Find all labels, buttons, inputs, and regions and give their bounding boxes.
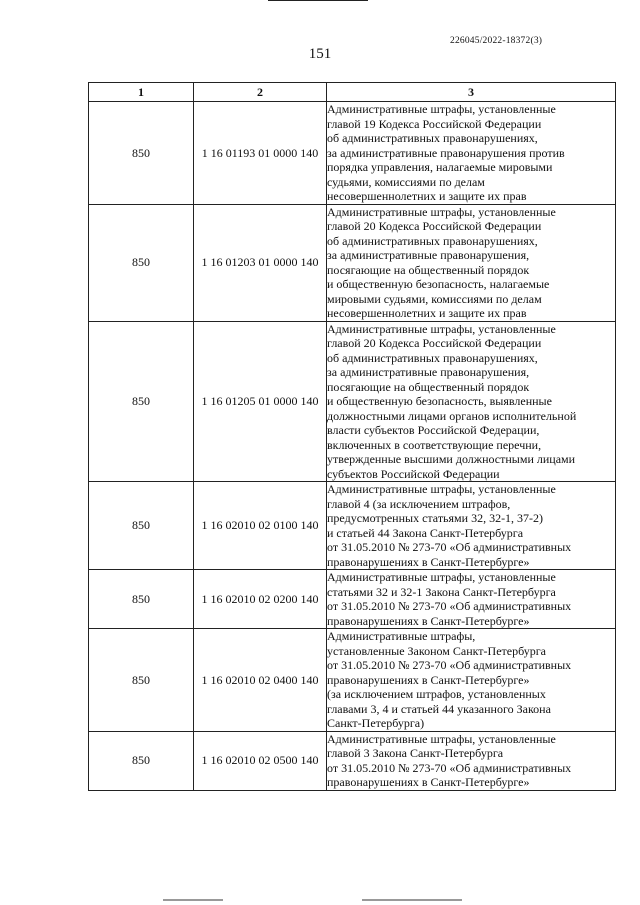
description-line: включенных в соответствующие перечни, bbox=[327, 437, 542, 452]
description-line: субъектов Российской Федерации bbox=[327, 466, 500, 481]
description-line: за административные правонарушения, bbox=[327, 248, 530, 262]
description-line: статьями 32 и 32-1 Закона Санкт-Петербурга bbox=[327, 584, 556, 599]
description-line: от 31.05.2010 № 273-70 «Об административных bbox=[327, 599, 572, 613]
description-line: Административные штрафы, установленные bbox=[327, 321, 556, 336]
description-line: и статьей 44 Закона Санкт-Петербурга bbox=[327, 525, 524, 540]
description-line: установленные Законом Санкт-Петербурга bbox=[327, 643, 546, 658]
budget-code-cell: 1 16 02010 02 0200 140 bbox=[194, 570, 327, 629]
admin-code-cell: 850 bbox=[89, 321, 194, 482]
table-row bbox=[89, 731, 616, 790]
document-number: 226045/2022-18372(3) bbox=[450, 36, 543, 46]
description-line: Административные штрафы, установленные bbox=[327, 204, 556, 219]
description-line: Административные штрафы, установленные bbox=[327, 731, 556, 746]
description-line: главой 20 Кодекса Российской Федерации bbox=[327, 336, 542, 350]
table-header-row bbox=[89, 83, 616, 102]
budget-code-cell: 1 16 01205 01 0000 140 bbox=[194, 321, 327, 482]
description-line: несовершеннолетних и защите их прав bbox=[327, 306, 527, 320]
column-header-3: 3 bbox=[327, 83, 616, 102]
description-line: (за исключением штрафов, установленных bbox=[327, 687, 546, 701]
description-line: об административных правонарушениях, bbox=[327, 350, 538, 365]
budget-code-cell: 1 16 01203 01 0000 140 bbox=[194, 204, 327, 321]
description-line: правонарушениях в Санкт-Петербурге» bbox=[327, 775, 530, 789]
admin-code-cell: 850 bbox=[89, 482, 194, 570]
description-line: посягающие на общественный порядок bbox=[327, 262, 530, 277]
description-line: главой 19 Кодекса Российской Федерации bbox=[327, 116, 542, 131]
description-line: от 31.05.2010 № 273-70 «Об административных bbox=[327, 540, 572, 554]
admin-code-cell: 850 bbox=[89, 204, 194, 321]
budget-code-cell: 1 16 02010 02 0100 140 bbox=[194, 482, 327, 570]
description-line: мировыми судьями, комиссиями по делам bbox=[327, 291, 542, 306]
table-row bbox=[89, 204, 616, 321]
description-cell bbox=[327, 731, 616, 790]
budget-codes-table bbox=[88, 82, 616, 791]
budget-code-cell: 1 16 02010 02 0400 140 bbox=[194, 629, 327, 732]
description-line: Административные штрафы, установленные bbox=[327, 570, 556, 584]
page-number: 151 bbox=[308, 46, 332, 62]
description-line: правонарушениях в Санкт-Петербурге» bbox=[327, 613, 530, 628]
description-line: предусмотренных статьями 32, 32-1, 37-2) bbox=[327, 511, 544, 525]
bottom-scan-mark bbox=[163, 899, 223, 901]
description-cell bbox=[327, 570, 616, 629]
table-row bbox=[89, 321, 616, 482]
admin-code-cell: 850 bbox=[89, 731, 194, 790]
description-line: порядка управления, налагаемые мировыми bbox=[327, 160, 553, 174]
description-line: от 31.05.2010 № 273-70 «Об административных bbox=[327, 658, 572, 672]
description-cell bbox=[327, 102, 616, 205]
description-line: главой 4 (за исключением штрафов, bbox=[327, 496, 511, 511]
description-cell bbox=[327, 629, 616, 732]
description-line: несовершеннолетних и защите их прав bbox=[327, 189, 527, 203]
description-line: от 31.05.2010 № 273-70 «Об административных bbox=[327, 760, 572, 775]
table-row bbox=[89, 102, 616, 205]
description-cell bbox=[327, 482, 616, 570]
admin-code-cell: 850 bbox=[89, 629, 194, 732]
description-cell bbox=[327, 204, 616, 321]
description-line: Санкт-Петербурга) bbox=[327, 716, 425, 730]
budget-code-cell: 1 16 02010 02 0500 140 bbox=[194, 731, 327, 790]
description-line: власти субъектов Российской Федерации, bbox=[327, 423, 540, 437]
description-line: главой 3 Закона Санкт-Петербурга bbox=[327, 746, 504, 760]
table-row bbox=[89, 570, 616, 629]
description-line: утвержденные высшими должностными лицами bbox=[327, 452, 576, 466]
description-line: за административные правонарушения, bbox=[327, 365, 530, 379]
description-line: должностными лицами органов исполнительной bbox=[327, 408, 577, 423]
column-header-1: 1 bbox=[89, 83, 194, 102]
description-line: об административных правонарушениях, bbox=[327, 131, 538, 145]
description-line: главой 20 Кодекса Российской Федерации bbox=[327, 219, 542, 233]
admin-code-cell: 850 bbox=[89, 102, 194, 205]
admin-code-cell: 850 bbox=[89, 570, 194, 629]
description-line: правонарушениях в Санкт-Петербурге» bbox=[327, 554, 530, 569]
description-line: Административные штрафы, установленные bbox=[327, 102, 556, 116]
top-scan-line bbox=[268, 0, 368, 1]
bottom-scan-mark bbox=[362, 899, 462, 901]
description-line: правонарушениях в Санкт-Петербурге» bbox=[327, 672, 530, 687]
description-line: и общественную безопасность, выявленные bbox=[327, 394, 552, 408]
table-row bbox=[89, 629, 616, 732]
description-line: за административные правонарушения против bbox=[327, 145, 565, 160]
description-cell bbox=[327, 321, 616, 482]
description-line: главами 3, 4 и статьей 44 указанного Закона bbox=[327, 701, 551, 716]
description-line: об административных правонарушениях, bbox=[327, 233, 538, 248]
description-line: и общественную безопасность, налагаемые bbox=[327, 277, 550, 291]
column-header-2: 2 bbox=[194, 83, 327, 102]
description-line: посягающие на общественный порядок bbox=[327, 379, 530, 394]
table-row bbox=[89, 482, 616, 570]
budget-code-cell: 1 16 01193 01 0000 140 bbox=[194, 102, 327, 205]
description-line: судьями, комиссиями по делам bbox=[327, 174, 485, 189]
description-line: Административные штрафы, установленные bbox=[327, 482, 556, 496]
description-line: Административные штрафы, bbox=[327, 629, 476, 643]
table-body bbox=[89, 102, 616, 791]
